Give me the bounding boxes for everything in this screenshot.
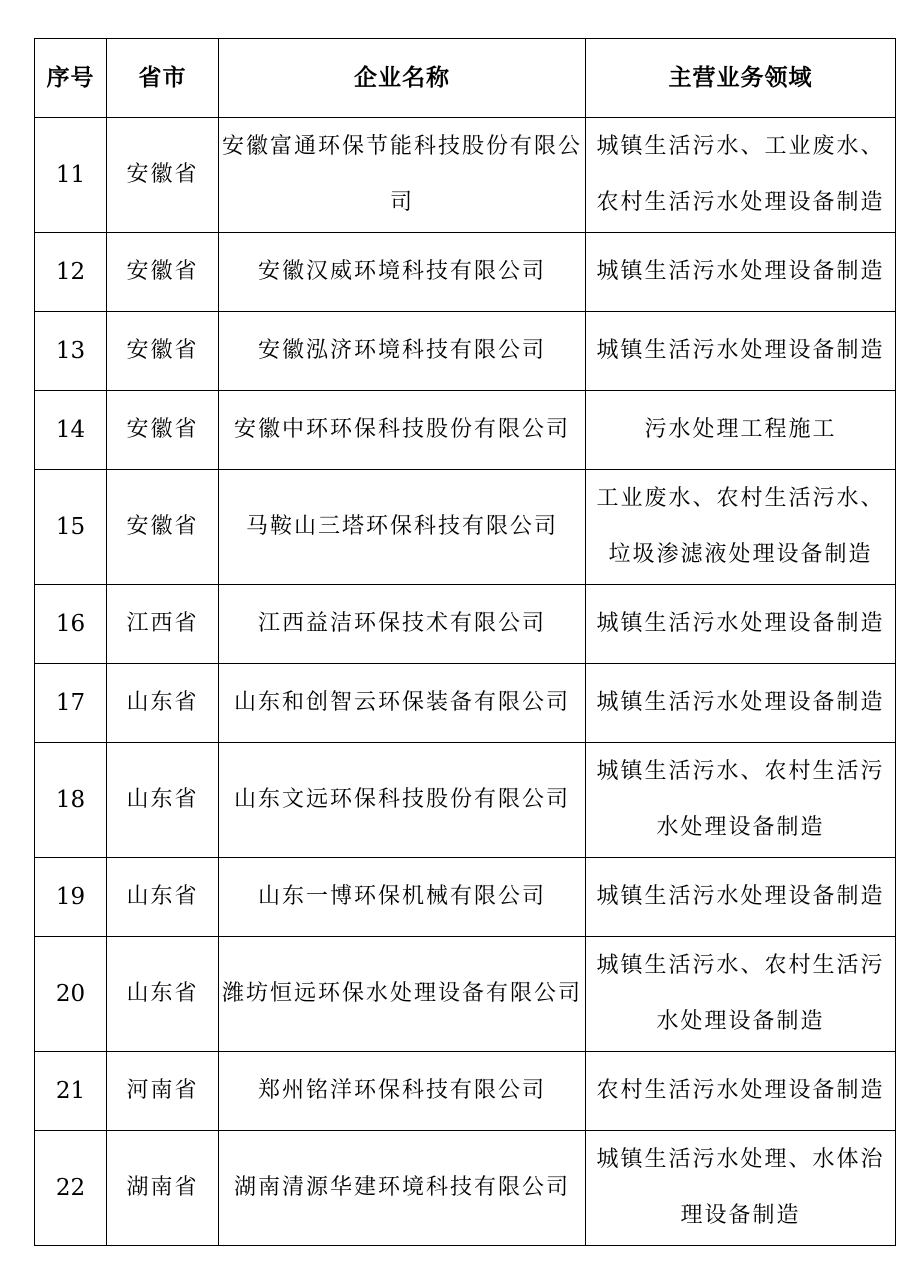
province-cell: 湖南省 [107, 1131, 219, 1246]
province-cell: 安徽省 [107, 312, 219, 391]
table-row [35, 118, 896, 233]
table-row [35, 585, 896, 664]
company-name-cell: 山东和创智云环保装备有限公司 [219, 664, 586, 743]
company-name-cell: 湖南清源华建环境科技有限公司 [219, 1131, 586, 1246]
province-cell: 安徽省 [107, 470, 219, 585]
table-header-row [35, 39, 896, 118]
table-row [35, 233, 896, 312]
company-name-cell: 安徽汉威环境科技有限公司 [219, 233, 586, 312]
main-business-cell: 工业废水、农村生活污水、垃圾渗滤液处理设备制造 [586, 470, 896, 585]
table-row [35, 937, 896, 1052]
serial-number-cell: 17 [35, 664, 107, 743]
table-row [35, 391, 896, 470]
company-name-cell: 江西益洁环保技术有限公司 [219, 585, 586, 664]
main-business-cell: 城镇生活污水处理设备制造 [586, 585, 896, 664]
province-cell: 山东省 [107, 743, 219, 858]
serial-number-cell: 11 [35, 118, 107, 233]
province-cell: 安徽省 [107, 391, 219, 470]
main-business-cell: 城镇生活污水、工业废水、农村生活污水处理设备制造 [586, 118, 896, 233]
main-business-cell: 城镇生活污水处理设备制造 [586, 664, 896, 743]
table-row [35, 743, 896, 858]
company-name-cell: 潍坊恒远环保水处理设备有限公司 [219, 937, 586, 1052]
company-name-cell: 安徽中环环保科技股份有限公司 [219, 391, 586, 470]
table-row [35, 470, 896, 585]
header-main-business: 主营业务领域 [586, 39, 896, 118]
serial-number-cell: 13 [35, 312, 107, 391]
main-business-cell: 城镇生活污水处理设备制造 [586, 233, 896, 312]
serial-number-cell: 21 [35, 1052, 107, 1131]
serial-number-cell: 22 [35, 1131, 107, 1246]
province-cell: 江西省 [107, 585, 219, 664]
province-cell: 河南省 [107, 1052, 219, 1131]
table-row [35, 664, 896, 743]
serial-number-cell: 16 [35, 585, 107, 664]
province-cell: 山东省 [107, 937, 219, 1052]
enterprise-table [34, 38, 896, 1246]
company-name-cell: 郑州铭洋环保科技有限公司 [219, 1052, 586, 1131]
main-business-cell: 城镇生活污水处理设备制造 [586, 312, 896, 391]
province-cell: 山东省 [107, 858, 219, 937]
header-serial-number: 序号 [35, 39, 107, 118]
serial-number-cell: 12 [35, 233, 107, 312]
table-row [35, 312, 896, 391]
main-business-cell: 城镇生活污水、农村生活污水处理设备制造 [586, 743, 896, 858]
province-cell: 山东省 [107, 664, 219, 743]
province-cell: 安徽省 [107, 233, 219, 312]
company-name-cell: 安徽泓济环境科技有限公司 [219, 312, 586, 391]
serial-number-cell: 18 [35, 743, 107, 858]
header-province: 省市 [107, 39, 219, 118]
header-company-name: 企业名称 [219, 39, 586, 118]
company-name-cell: 安徽富通环保节能科技股份有限公司 [219, 118, 586, 233]
main-business-cell: 污水处理工程施工 [586, 391, 896, 470]
company-name-cell: 山东文远环保科技股份有限公司 [219, 743, 586, 858]
main-business-cell: 城镇生活污水、农村生活污水处理设备制造 [586, 937, 896, 1052]
serial-number-cell: 14 [35, 391, 107, 470]
main-business-cell: 城镇生活污水处理、水体治理设备制造 [586, 1131, 896, 1246]
serial-number-cell: 15 [35, 470, 107, 585]
serial-number-cell: 19 [35, 858, 107, 937]
serial-number-cell: 20 [35, 937, 107, 1052]
company-name-cell: 山东一博环保机械有限公司 [219, 858, 586, 937]
company-name-cell: 马鞍山三塔环保科技有限公司 [219, 470, 586, 585]
table-row [35, 858, 896, 937]
table-row [35, 1052, 896, 1131]
main-business-cell: 城镇生活污水处理设备制造 [586, 858, 896, 937]
table-row [35, 1131, 896, 1246]
main-business-cell: 农村生活污水处理设备制造 [586, 1052, 896, 1131]
province-cell: 安徽省 [107, 118, 219, 233]
table-body [35, 118, 896, 1246]
